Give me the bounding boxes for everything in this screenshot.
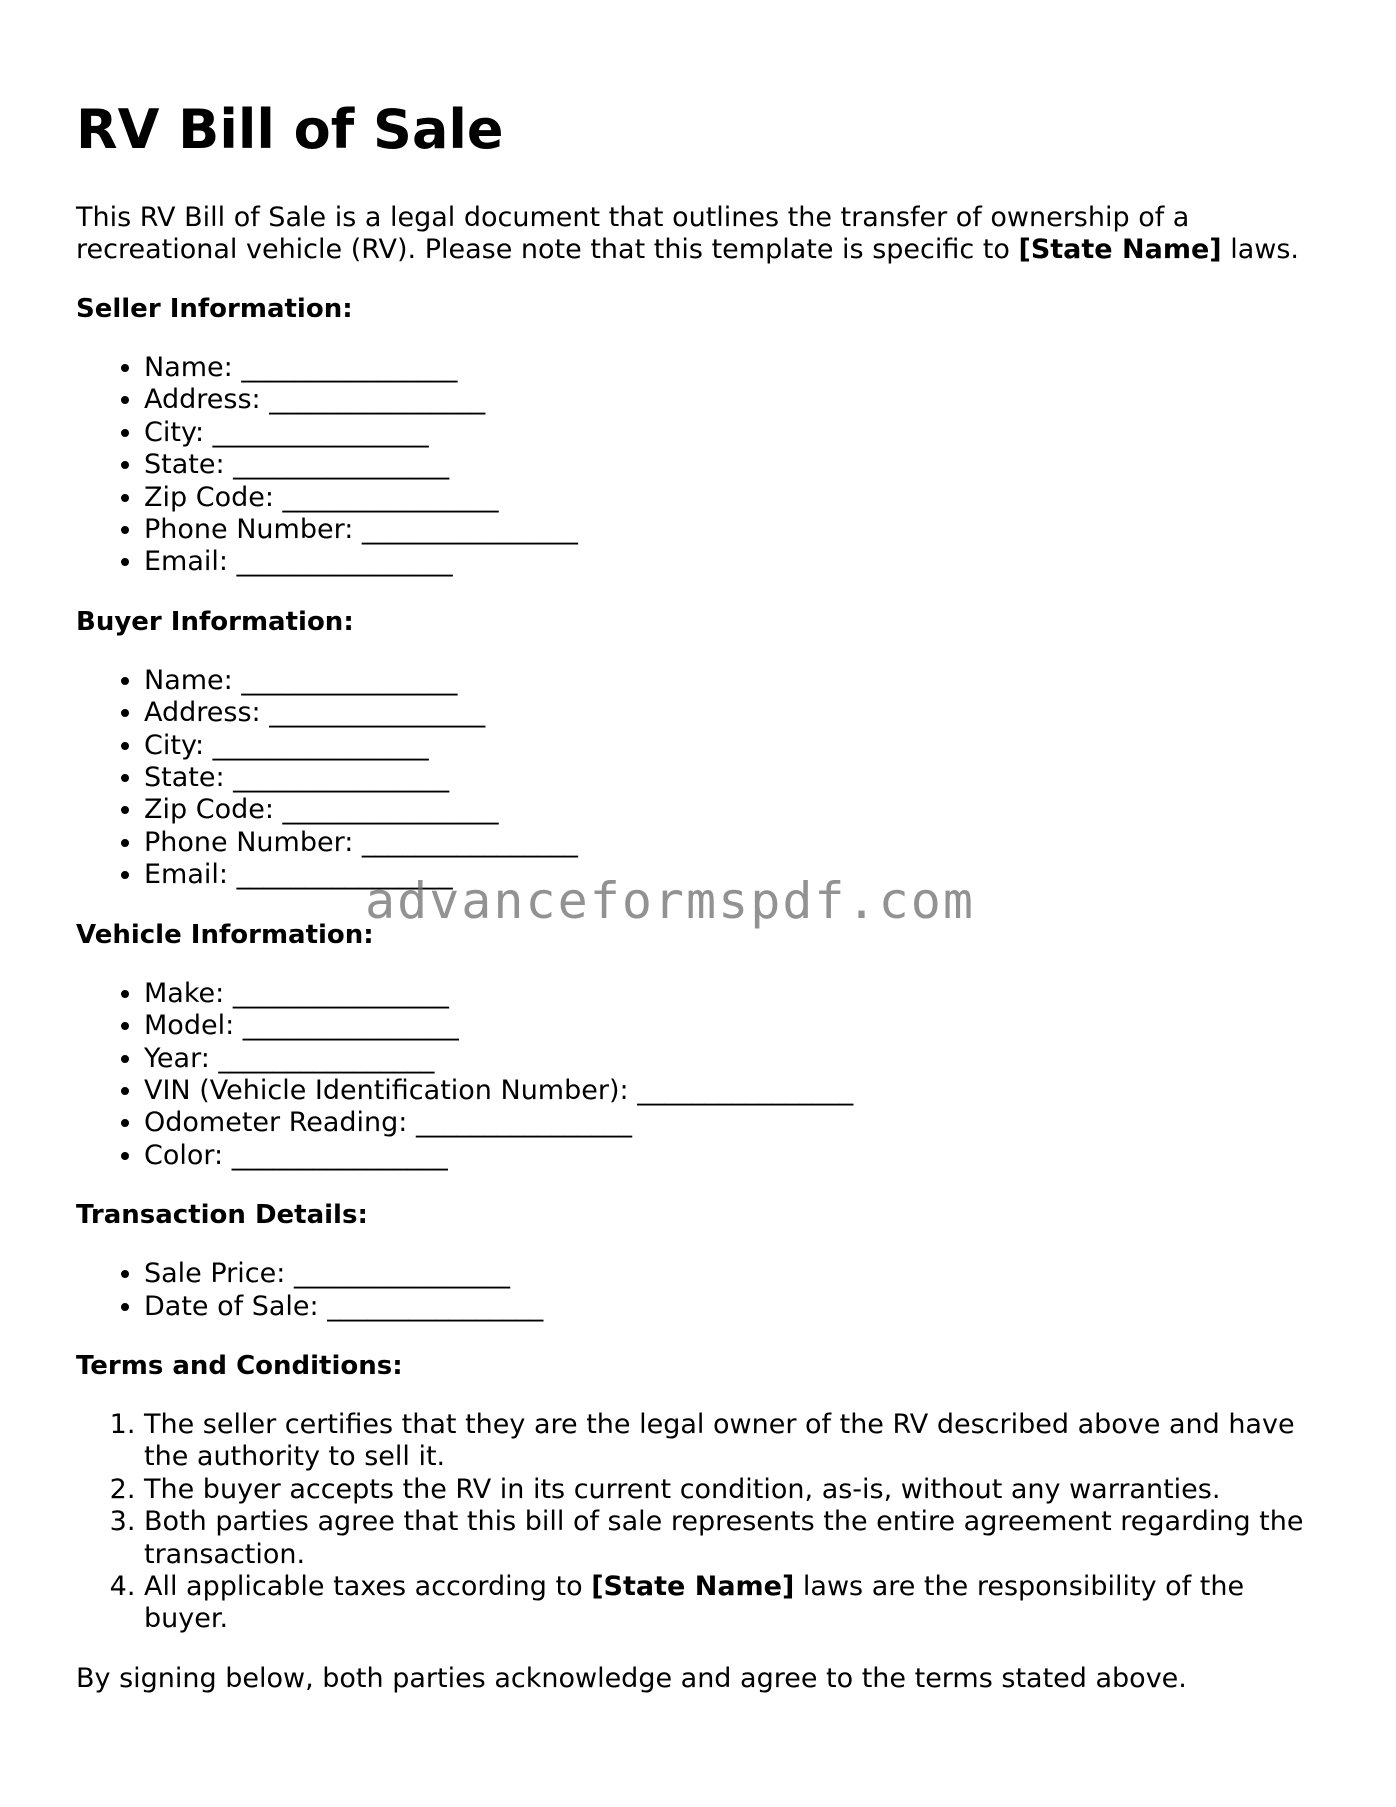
form-field-item [144,762,1326,794]
field-label: Name: [144,352,233,383]
term-text: The buyer accepts the RV in its current condition, as-is, without any warranties. [144,1473,1221,1505]
blank-fill-line: ________________ [282,481,499,513]
watermark-text: advanceformspdf.com [365,872,975,930]
field-label: Zip Code: [144,794,274,826]
intro-text: This RV Bill of Sale is a legal document that outlines the transfer of ownership of a recreational vehicle (RV). Please note that this template is specific to [76,202,1190,265]
form-field-item [144,546,1326,578]
form-field-item [144,827,1326,859]
blank-fill-line: ________________ [236,859,453,891]
field-label: State: [144,449,225,481]
field-label: Address: [144,697,261,729]
form-field-item [144,417,1326,449]
field-label: Address: [144,384,261,416]
term-text: Both parties agree that this bill of sale represents the entire agreement regarding the transaction. [144,1506,1304,1570]
field-label: Email: [144,859,229,891]
field-label: Odometer Reading: [144,1107,408,1139]
field-label: Color: [144,1139,224,1171]
seller-heading: Seller Information: [76,294,353,324]
blank-fill-line: ________________ [212,729,429,761]
blank-fill-line: ________________ [233,762,450,794]
blank-fill-line: ________________ [231,1139,448,1171]
intro-paragraph [76,202,1326,266]
blank-fill-line: ________________ [361,514,578,546]
field-label: Name: [144,664,233,696]
form-field-item [144,794,1326,826]
buyer-field-list [76,665,1326,892]
form-field-item [144,978,1326,1010]
field-label: Model: [144,1010,235,1042]
blank-fill-line: ________________ [236,546,453,578]
blank-fill-line: ________________ [241,664,458,696]
form-field-item [144,514,1326,546]
form-field-item [144,730,1326,762]
term-item [144,1474,1326,1506]
blank-fill-line: ________________ [327,1290,544,1322]
term-text: The seller certifies that they are the legal owner of the RV described above and have the authority to sell it. [144,1408,1295,1473]
blank-fill-line: ________________ [416,1107,632,1139]
blank-fill-line: ________________ [269,384,486,416]
terms-list [76,1409,1326,1636]
closing-statement: By signing below, both parties acknowledge and agree to the terms stated above. [76,1662,1187,1694]
blank-fill-line: ________________ [269,697,486,729]
form-field-item [144,1010,1326,1042]
vehicle-heading: Vehicle Information: [76,919,374,950]
form-field-item [144,665,1326,697]
form-field-item [144,449,1326,481]
document-page [76,0,1326,1695]
blank-fill-line: ________________ [242,1010,459,1042]
blank-fill-line: ________________ [233,449,450,481]
blank-fill-line: ________________ [361,826,578,858]
transaction-heading: Transaction Details: [76,1200,368,1231]
field-label: City: [144,729,205,761]
page-title: RV Bill of Sale [76,98,504,161]
blank-fill-line: ________________ [282,794,499,826]
field-label: City: [144,416,205,448]
blank-fill-line: ________________ [293,1258,510,1290]
form-field-item [144,482,1326,514]
form-field-item [144,352,1326,384]
blank-fill-line: ________________ [637,1074,854,1106]
field-label: Date of Sale: [144,1290,319,1322]
intro-state-placeholder: [State Name] [1018,234,1222,265]
form-field-item [144,1107,1326,1139]
form-field-item [144,1258,1326,1290]
term-text: All applicable taxes according to [144,1570,592,1602]
term-state-placeholder: [State Name] [591,1570,795,1602]
term-item [144,1506,1326,1571]
buyer-heading: Buyer Information: [76,606,354,637]
field-label: Make: [144,977,225,1009]
field-label: VIN (Vehicle Identification Number): [144,1074,629,1106]
form-field-item [144,1075,1326,1107]
seller-field-list [76,352,1326,579]
field-label: Phone Number: [144,826,354,858]
field-label: State: [144,762,225,794]
term-item [144,1571,1326,1636]
terms-heading: Terms and Conditions: [76,1350,403,1381]
term-text-end: laws are the responsibility of the buyer. [144,1570,1245,1635]
form-field-item [144,697,1326,729]
form-field-item [144,1291,1326,1323]
intro-text-end: laws. [1221,234,1299,265]
form-field-item [144,1043,1326,1075]
term-item [144,1409,1326,1474]
form-field-item [144,384,1326,416]
field-label: Year: [144,1042,210,1074]
blank-fill-line: ________________ [218,1042,435,1074]
blank-fill-line: ________________ [241,352,458,383]
blank-fill-line: ________________ [232,977,449,1009]
field-label: Zip Code: [144,481,274,513]
field-label: Phone Number: [144,514,354,546]
blank-fill-line: ________________ [212,416,429,448]
field-label: Email: [144,546,229,578]
field-label: Sale Price: [144,1258,286,1290]
form-field-item [144,1140,1326,1172]
vehicle-field-list [76,978,1326,1172]
transaction-field-list [76,1258,1326,1323]
